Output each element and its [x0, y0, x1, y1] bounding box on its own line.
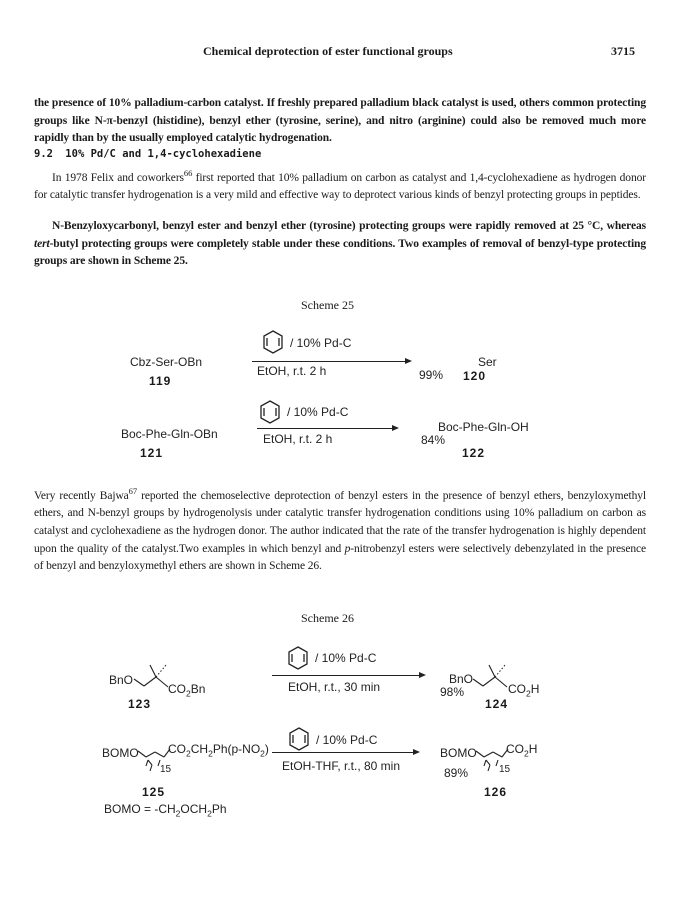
cyclohexadiene-icon: [262, 330, 284, 354]
compound-number: 122: [462, 446, 486, 460]
compound-number: 124: [485, 697, 509, 711]
cyclohexadiene-icon: [288, 727, 310, 751]
reaction-arrow: [252, 361, 410, 362]
yield: 89%: [444, 766, 469, 780]
yield: 99%: [419, 368, 444, 382]
reaction-arrow: [257, 428, 397, 429]
section-number: 9.2: [34, 148, 53, 160]
conditions: EtOH, r.t. 2 h: [257, 364, 327, 378]
paragraph-2: In 1978 Felix and coworkers$^{66}$ first reported that 10% palladium on carbon as catalyst and 1,4-cyclohexadiene as hydrogen donor for catalytic transfer hydrogenation is a very mild and effective way to deprotect various kinds of benzyl protecting groups in peptides.: [34, 168, 646, 202]
reagent-label: / 10% Pd-C: [287, 405, 349, 419]
paragraph-1: the presence of 10% palladium-carbon catalyst. If freshly prepared palladium black catalyst is used, others common protecting groups like N-π-benzyl (histidine), benzyl ether (tyrosine, serine), and nitro (arginine) could also be removed much more rapidly than by the usually employed catalytic hydrogenation.: [34, 97, 646, 145]
conditions: EtOH-THF, r.t., 80 min: [282, 759, 401, 773]
compound-number: 123: [128, 697, 152, 711]
scheme-25-title: Scheme 25: [301, 298, 354, 312]
yield: 98%: [440, 685, 465, 699]
running-header: Chemical deprotection of ester functional groups: [203, 44, 453, 58]
reagent-label: / 10% Pd-C: [290, 336, 352, 350]
product-bno-label: BnO: [449, 672, 474, 686]
bomo-definition: BOMO = $-CH_2OCH_2Ph$: [104, 802, 227, 819]
compound-number: 126: [484, 785, 508, 799]
reference-67: 67: [128, 486, 137, 496]
reaction-arrow: [272, 752, 418, 753]
cyclohexadiene-icon: [259, 400, 281, 424]
product-acid-label: $CO_2H$: [508, 682, 540, 699]
page-number: 3715: [611, 44, 635, 58]
compound-number: 119: [149, 374, 172, 388]
reference-66: 66: [183, 168, 193, 178]
section-title: 10% Pd/C and 1,4-cyclohexadiene: [65, 148, 262, 160]
reactant-bno-label: BnO: [109, 673, 134, 687]
product: Ser: [478, 355, 497, 369]
paragraph-3: N-Benzyloxycarbonyl, benzyl ester and benzyl ether (tyrosine) protecting groups were rapidly removed at 25 °C, whereas tert-butyl protecting groups were completely stable under these conditions. Two examples of removal of benzyl-type protecting groups are shown in Scheme 25.: [34, 220, 646, 268]
reactant-ester-label: $CO_2Bn$: [168, 682, 206, 699]
compound-number: 125: [142, 785, 166, 799]
reagent-label: / 10% Pd-C: [316, 733, 378, 747]
section-heading: [34, 148, 261, 160]
reactant-ester-label: $CO_2CH_2Ph(p-NO_2)$: [168, 742, 269, 759]
conditions: EtOH, r.t. 2 h: [263, 432, 333, 446]
reactant: Cbz-Ser-OBn: [130, 355, 203, 369]
product-bomo-label: BOMO: [440, 746, 477, 760]
cyclohexadiene-icon: [287, 646, 309, 670]
compound-number: 121: [140, 446, 164, 460]
reagent-label: / 10% Pd-C: [315, 651, 377, 665]
paragraph-4: Very recently Bajwa$^{67}$ reported the chemoselective deprotection of benzyl esters in the presence of benzyl ethers, benzyloxymethyl ethers, and N-benzyl groups by hydrogenolysis under catalytic transfer hydrogenation conditions using 10% palladium on carbon as catalyst and cyclohexadiene as the hydrogen donor. The author indicated that the rate of the transfer hydrogenation is highly dependent upon the quality of the catalyst.Two examples in which benzyl and p-nitrobenzyl esters were selectively debenzylated in the presence of benzyl and benzyloxymethyl ethers are shown in Scheme 26.: [34, 486, 647, 573]
reaction-arrow: [272, 675, 424, 676]
scheme-26-title: Scheme 26: [301, 611, 354, 625]
yield: 84%: [421, 433, 446, 447]
conditions: EtOH, r.t., 30 min: [288, 680, 381, 694]
chain-length-subscript: 15: [499, 764, 511, 775]
reactant-bomo-label: BOMO: [102, 746, 139, 760]
compound-number: 120: [463, 369, 487, 383]
reactant: Boc-Phe-Gln-OBn: [121, 427, 218, 441]
chain-length-subscript: 15: [160, 764, 172, 775]
product: Boc-Phe-Gln-OH: [438, 420, 529, 434]
product-acid-label: $CO_2H$: [506, 742, 538, 759]
